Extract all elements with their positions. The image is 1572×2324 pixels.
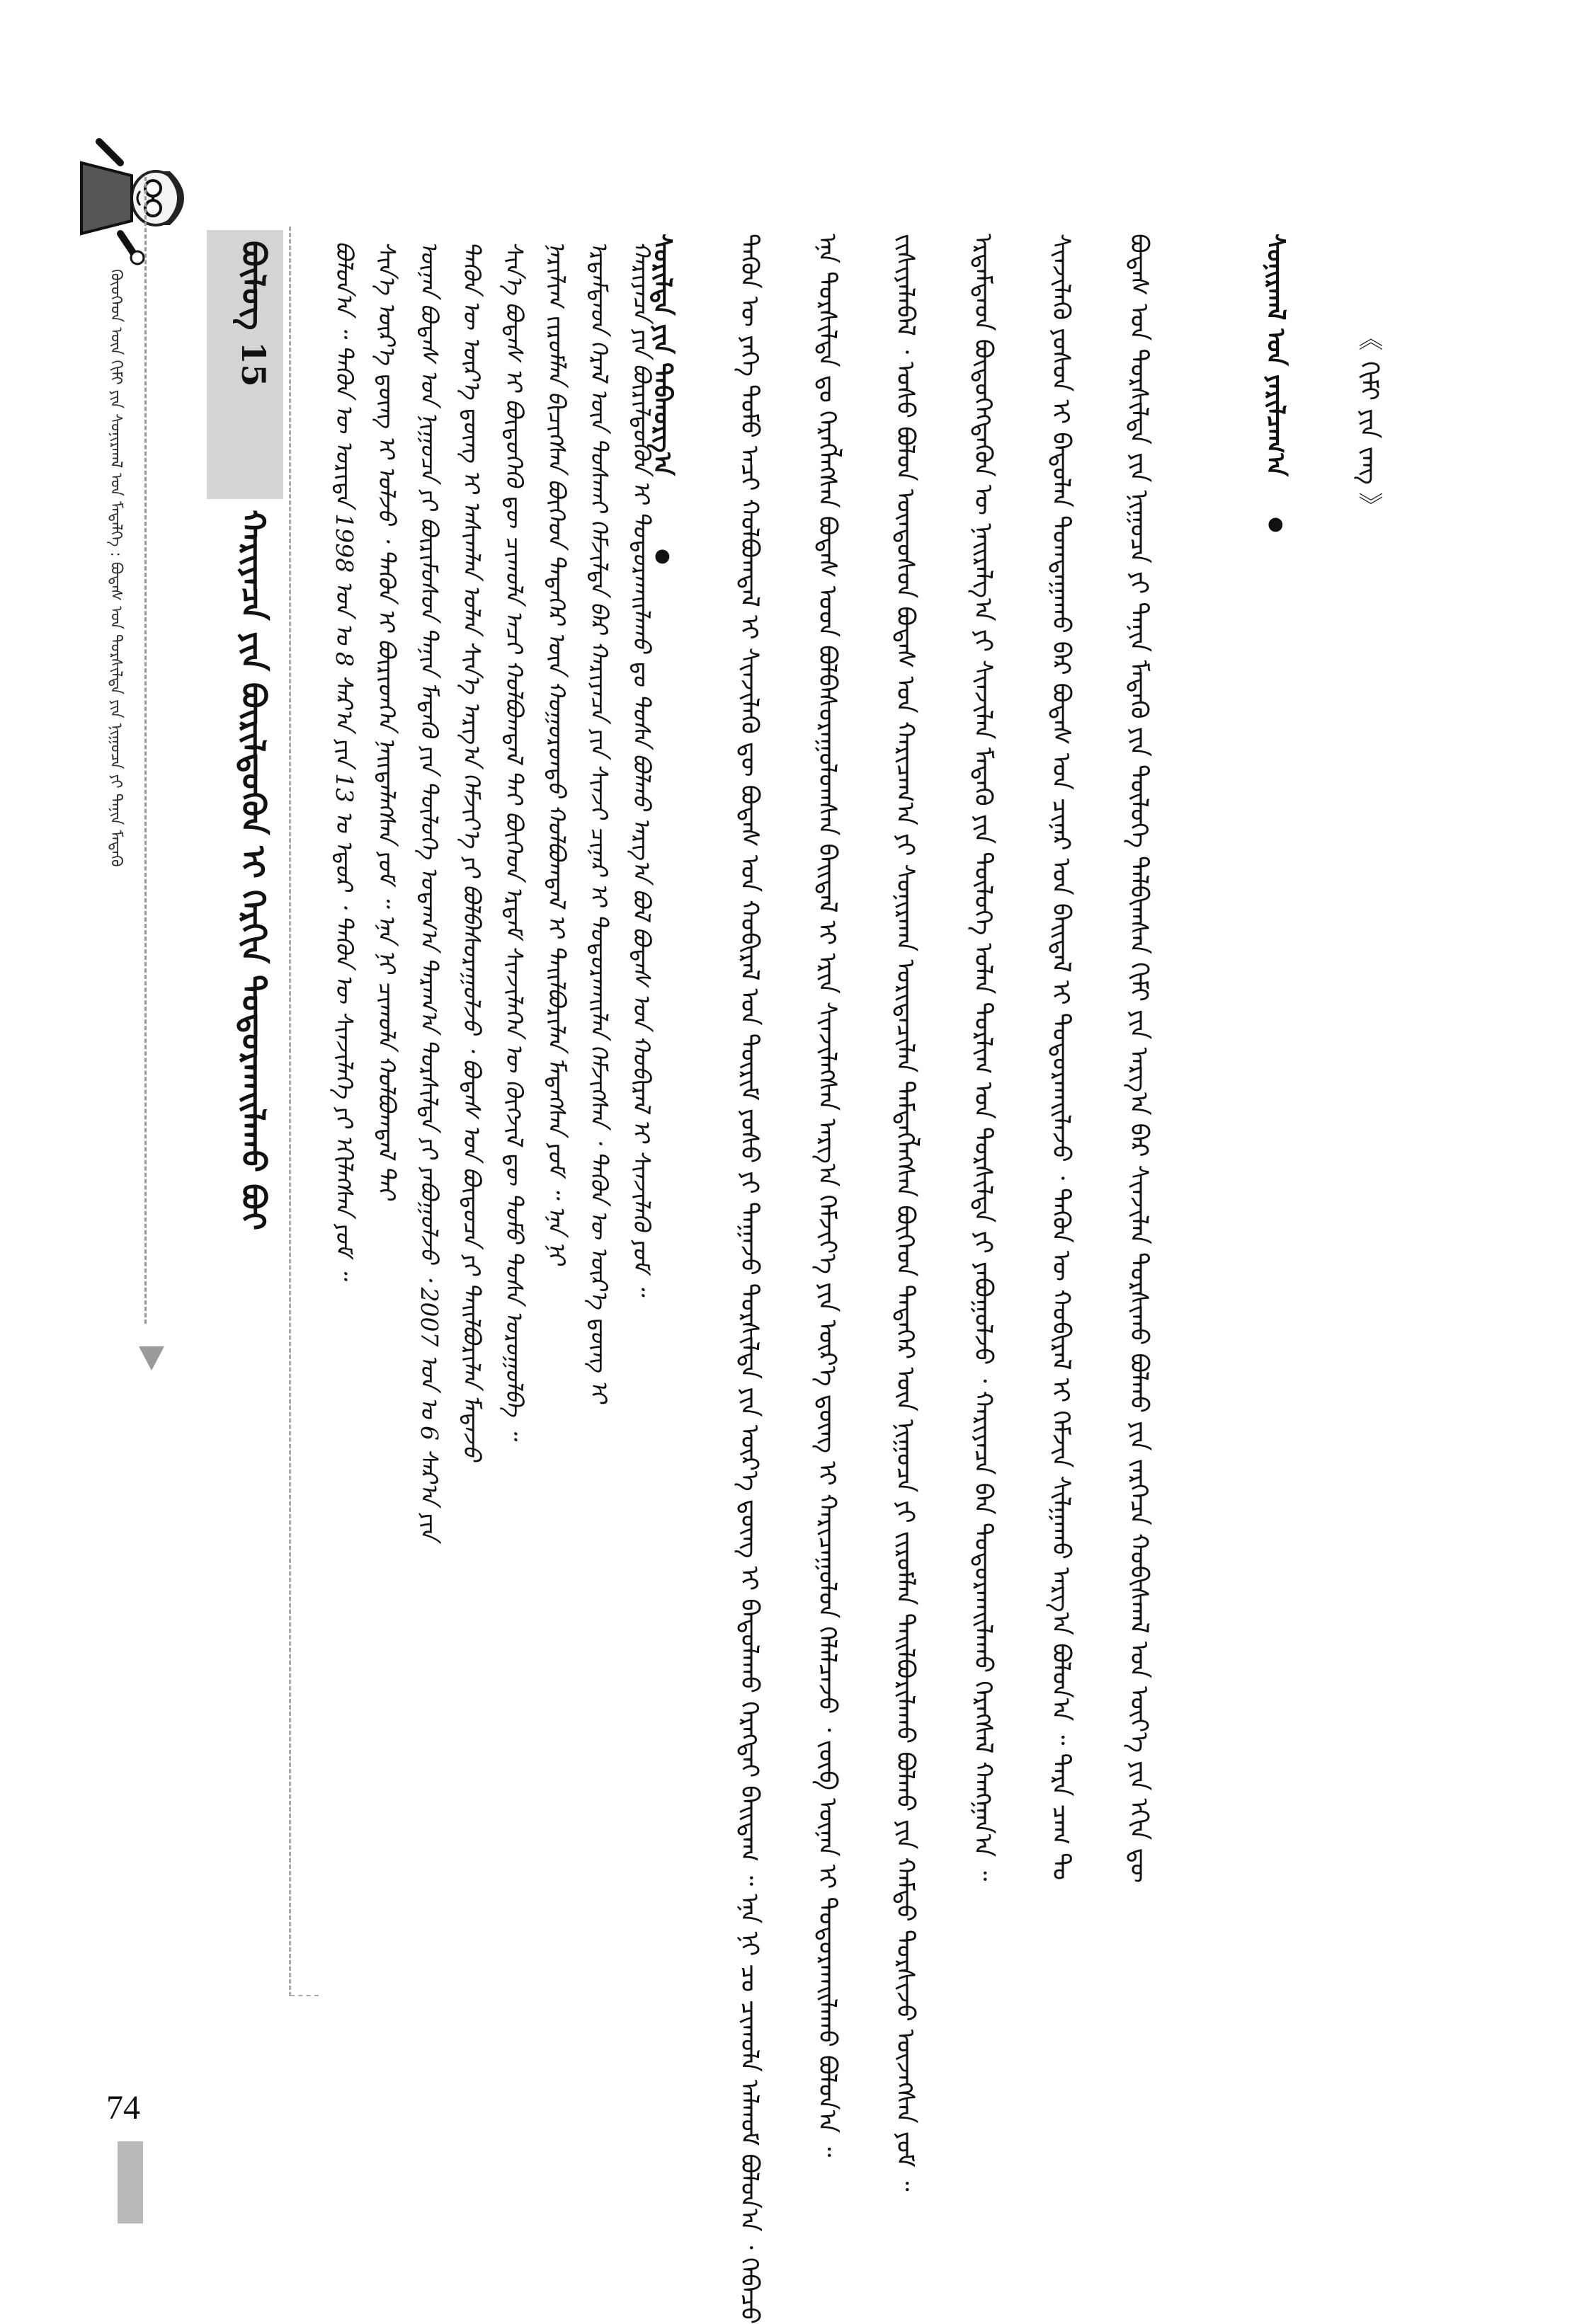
bullet-icon: ●	[1268, 513, 1284, 534]
subheading: ᠰᠣᠷᠢᠯᠲᠠ ᠶᠢᠨ ᠳᠠᠪᠬᠤᠷᠭ᠎ᠠ	[648, 234, 677, 476]
quote-title: 《 ᠬᠢᠮᠢ ᠶᠢᠨ ᠵᠠᠩ 》	[1355, 326, 1383, 519]
box-line: ᠲᠡᠭᠦᠨ ᠦ ᠦᠷ᠎ᠡ ᠳ᠋ᠦᠩ ᠢ ᠠᠰᠢᠭᠯᠠᠨ ᠣᠯᠠᠨ ᠰᠢᠨ᠎ᠡ ᠠᠷᠭ᠎ᠠ ᠬᠡᠮᠵᠢᠶ᠎ᠡ ᠶᠢ ᠪᠣᠯᠪᠠᠰᠤᠷᠠᠭᠤᠯᠵᠤ ᠂ ᠪᠣᠳᠠᠰ ᠤᠨ ᠪᠦᠲᠦᠴᠡ ᠶᠢ ᠲᠠᠢᠯᠪᠤᠷᠢᠯᠠᠨ ᠮᠡᠳᠡᠵᠦ	[458, 241, 486, 1461]
running-header: ᠬᠦᠦᠬᠡᠳ ᠦᠨ ᠬᠢᠮᠢ ᠶᠢᠨ ᠰᠣᠨᠢᠷᠬᠠᠯ ᠤᠨ ᠮᠡᠳᠡᠯᠭᠡ : ᠪᠣᠳᠠᠰ ᠤᠨ ᠲᠤᠷᠰᠢᠯᠲᠠ ᠶᠢᠨ ᠨᠢᠭᠤᠴᠠ ᠶᠢ ᠲᠠᠨᠢᠨ ᠮᠡᠳᠡᠬᠦ	[107, 269, 125, 867]
box-line: ᠰᠢᠨ᠎ᠡ ᠪᠣᠳᠠᠰ ᠢ ᠪᠦᠲᠦᠭᠡᠬᠦ ᠳᠦ ᠴᠢᠬᠤᠯᠠ ᠠᠴᠢ ᠬᠣᠯᠪᠣᠭᠳᠠᠯ ᠲᠠᠢ ᠪᠥᠭᠡᠳ ᠡᠷᠳᠡᠮ ᠰᠢᠨᠵᠢᠯᠡᠭᠡᠨ ᠦ ᠬᠥᠭᠵᠢᠯ ᠳᠦ ᠲᠣᠮᠣ ᠲᠤᠰᠠ ᠣᠷᠣᠭᠤᠯᠪᠠ ᠃	[501, 241, 528, 1439]
body-line: ᠵᠢᠱᠢᠶᠡᠯᠡᠪᠡᠯ ᠂ ᠤᠰᠤ ᠪᠣᠯᠤᠨ ᠦᠨᠳᠦᠰᠦᠨ ᠪᠣᠳᠠᠰ ᠤᠨ ᠬᠠᠷᠢᠴᠠᠭ᠎ᠠ ᠶᠢ ᠰᠣᠨᠢᠷᠬᠠᠨ ᠤᠷᠢᠳᠠᠴᠢᠯᠠᠨ ᠲᠡᠮᠳᠡᠭᠯᠡᠭᠰᠡᠨ ᠪᠥᠭᠡᠳ ᠲᠡᠳᠡᠭᠡᠷ ᠦᠨ ᠨᠢᠭᠤᠴᠠ ᠶᠢ ᠵᠢᠷᠤᠮᠯᠠᠨ ᠲᠠᠢᠯᠪᠤᠷᠢᠯᠠᠬᠤ ᠪᠣᠯᠬᠤ ᠶᠢᠨ ᠬᠠᠮᠲᠤ ᠲᠤᠷᠰᠢᠵᠤ ᠦᠵᠡᠭᠰᠡᠨ ᠶᠤᠮ ᠃	[891, 234, 919, 2192]
bullet-icon: ●	[654, 545, 671, 566]
page-number: 74	[106, 2089, 140, 2126]
body-line: ᠰᠢᠨᠵᠢᠯᠡᠬᠦ ᠶᠤᠰᠤᠨ ᠢ ᠪᠠᠲᠤᠯᠠᠨ ᠲᠣᠭᠲᠠᠭᠠᠬᠤ ᠪᠠᠷ ᠪᠣᠳᠠᠰ ᠤᠨ ᠴᠢᠨᠠᠷ ᠤᠨ ᠪᠠᠢᠳᠠᠯ ᠢ ᠲᠣᠳᠣᠷᠬᠠᠢᠯᠠᠵᠤ ᠂ ᠲᠡᠭᠦᠨ ᠦ ᠬᠤᠪᠢᠷᠠᠯ ᠢ ᠬᠡᠮᠵᠢᠨ ᠰᠢᠯᠭᠠᠬᠤ ᠠᠷᠭ᠎ᠠ ᠪᠣᠯᠤᠨ᠎ᠠ ᠃ ᠲᠡᠷᠡ ᠴᠠᠭ ᠲᠤ	[1047, 234, 1075, 1880]
body-line: ᠲᠡᠭᠦᠨ ᠦ ᠶᠡᠭᠡ ᠲᠣᠮᠣ ᠠᠴᠢ ᠬᠣᠯᠪᠣᠭᠳᠠᠯ ᠢ ᠰᠢᠨᠵᠢᠯᠡᠬᠦ ᠳᠦ ᠪᠣᠳᠠᠰ ᠤᠨ ᠬᠤᠪᠢᠷᠠᠯ ᠤᠨ ᠳᠦᠷᠢᠮ ᠶᠣᠰᠣ ᠶᠢ ᠳᠠᠭᠠᠵᠤ ᠲᠤᠷᠰᠢᠯᠲᠠ ᠶᠢᠨ ᠦᠷ᠎ᠡ ᠳ᠋ᠦᠩ ᠢ ᠪᠠᠲᠤᠯᠠᠬᠤ ᠬᠡᠷᠡᠭᠲᠡᠢ ᠪᠠᠢᠳᠠᠭ ᠃ ᠡᠨᠡ ᠨᠢ ᠴᠤ ᠴᠢᠬᠤᠯᠠ ᠠᠯᠬᠤᠮ ᠪᠣᠯᠤᠨ᠎ᠠ ᠂ ᠭᠡᠪᠡᠴᠦ	[735, 234, 763, 2324]
header-arrow-icon	[139, 1346, 164, 1370]
box-line: ᠰᠢᠨ᠎ᠡ ᠦᠷ᠎ᠡ ᠳ᠋ᠦᠩ ᠢ ᠣᠯᠵᠤ ᠂ ᠲᠡᠭᠦᠨ ᠢ ᠪᠦᠷᠢᠳᠬᠡᠨ ᠨᠡᠢᠲᠡᠯᠡᠭᠰᠡᠨ ᠶᠤᠮ ᠃ ᠡᠨᠡ ᠨᠢ ᠴᠢᠬᠤᠯᠠ ᠬᠣᠯᠪᠣᠭᠳᠠᠯ ᠲᠠᠢ	[373, 241, 401, 1199]
body-line: ᠡᠨᠡ ᠲᠤᠷᠰᠢᠯᠲᠠ ᠳᠤ ᠬᠡᠷᠡᠭᠯᠡᠭᠰᠡᠨ ᠪᠣᠳᠠᠰ ᠤᠳ ᠪᠣᠯᠪᠠᠰᠤᠷᠠᠭᠤᠯᠤᠭᠰᠠᠨ ᠪᠠᠢᠳᠠᠯ ᠢ ᠡᠷᠢᠨ ᠰᠢᠨᠵᠢᠯᠡᠭᠰᠡᠨ ᠠᠷᠭ᠎ᠠ ᠬᠡᠮᠵᠢᠶ᠎ᠡ ᠶᠢᠨ ᠦᠷ᠎ᠡ ᠳ᠋ᠦᠩ ᠢ ᠬᠠᠷᠢᠴᠠᠭᠤᠯᠤᠨ ᠬᠡᠯᠡᠯᠴᠡᠵᠦ ᠂ ᠵᠥᠪ ᠦᠨᠡᠨ ᠢ ᠲᠣᠳᠣᠷᠬᠠᠢᠯᠠᠬᠤ ᠪᠣᠯᠤᠨ᠎ᠠ ᠃	[813, 234, 841, 2158]
box-line: ᠬᠠᠷᠢᠶᠠᠴᠠ ᠶᠢᠨ ᠪᠦᠷᠢᠯᠳᠦᠬᠦᠨ ᠢ ᠲᠣᠳᠣᠷᠬᠠᠢᠯᠠᠬᠤ ᠳᠤ ᠲᠤᠰᠠ ᠪᠣᠯᠬᠤ ᠠᠷᠭ᠎ᠠ ᠪᠣᠯ ᠪᠣᠳᠠᠰ ᠤᠨ ᠬᠤᠪᠢᠷᠠᠯ ᠢ ᠰᠢᠨᠵᠢᠯᠡᠬᠦ ᠶᠤᠮ ᠃	[628, 241, 656, 1295]
header-divider	[144, 177, 147, 1324]
box-line: ᠡᠷᠳᠡᠮᠲᠡᠳ ᠭᠡᠷᠡᠯ ᠦᠨ ᠲᠤᠰᠬᠠᠢ ᠬᠡᠮᠵᠢᠯᠲᠡ ᠪᠡᠷ ᠬᠠᠷᠢᠶᠠᠴᠠ ᠶᠢᠨ ᠰᠢᠨᠵᠢ ᠴᠢᠨᠠᠷ ᠢ ᠲᠣᠳᠣᠷᠬᠠᠢᠯᠠᠨ ᠬᠡᠮᠵᠢᠭᠰᠡᠨ ᠂ ᠲᠡᠭᠦᠨ ᠦ ᠦᠷ᠎ᠡ ᠳ᠋ᠦᠩ ᠢ	[586, 241, 613, 1403]
body-line: ᠪᠣᠳᠠᠰ ᠤᠨ ᠲᠤᠷᠰᠢᠯᠲᠠ ᠶᠢᠨ ᠨᠢᠭᠤᠴᠠ ᠶᠢ ᠲᠠᠨᠢᠨ ᠮᠡᠳᠡᠬᠦ ᠶᠢᠨ ᠲᠥᠯᠥᠭᠡ ᠲᠠᠯᠪᠢᠭᠰᠠᠨ ᠬᠢᠮᠢ ᠶᠢᠨ ᠠᠷᠭ᠎ᠠ ᠪᠡᠷ ᠰᠢᠨᠵᠢᠯᠡᠨ ᠲᠤᠷᠰᠢᠬᠤ ᠪᠣᠯᠬᠤ ᠶᠢᠨ ᠵᠡᠷᠭᠡᠴᠡ ᠬᠤᠪᠢᠰᠬᠠᠯ ᠤᠨ ᠦᠶ᠎ᠡ ᠶᠢᠨ ᠡᠬᠢᠨ ᠳᠦ	[1124, 234, 1153, 1884]
subheading: ᠰᠣᠨᠢᠷᠬᠠᠯ ᠤᠨ ᠶᠠᠷᠢᠯᠴᠠᠭ᠎ᠠ	[1261, 234, 1290, 477]
body-line: ᠡᠷᠳᠡᠮᠲᠡᠳ ᠪᠦᠲᠦᠭᠡᠭᠳᠡᠬᠦᠨ ᠦ ᠨᠠᠢᠷᠠᠯᠭ᠎ᠠ ᠶᠢ ᠰᠢᠨᠵᠢᠯᠡᠨ ᠮᠡᠳᠡᠬᠦ ᠶᠢᠨ ᠲᠥᠯᠥᠭᠡ ᠣᠯᠠᠨ ᠲᠣᠷᠯᠢᠭ ᠤᠨ ᠲᠤᠷᠰᠢᠯᠲᠠ ᠶᠢ ᠶᠠᠪᠤᠭᠤᠯᠵᠤ ᠂ ᠬᠠᠷᠢᠶᠠᠴᠠ ᠪᠠᠨ ᠲᠣᠳᠣᠷᠬᠠᠢᠯᠠᠬᠤ ᠬᠡᠷᠡᠭᠰᠡᠯ ᠬᠠᠩᠭᠠᠨ᠎ᠠ ᠃	[969, 234, 997, 1882]
box-line: ᠪᠣᠯᠤᠨ᠎ᠠ ᠃ ᠲᠡᠭᠦᠨ ᠦ ᠤᠷᠢᠳᠠ 1998 ᠣᠨ ᠤ 8 ᠰᠠᠷ᠎ᠠ ᠶᠢᠨ 13 ᠤ ᠡᠳᠦᠷ ᠂ ᠲᠡᠭᠦᠨ ᠦ ᠰᠢᠨᠵᠢᠯᠡᠭᠡ ᠶᠢ ᠡᠬᠢᠯᠡᠭᠰᠡᠨ ᠶᠤᠮ ᠃	[331, 241, 358, 1279]
mascot-illustration	[57, 127, 212, 269]
section-title: ᠬᠠᠷᠢᠶᠠᠴᠠ ᠶᠢᠨ ᠪᠦᠷᠢᠯᠳᠦᠬᠦᠨ ᠢ ᠬᠡᠷᠬᠢᠨ ᠲᠣᠳᠣᠷᠬᠠᠢᠯᠠᠬᠤ ᠪᠤᠢ	[234, 510, 273, 1231]
box-line: ᠨᠠᠷᠢᠯᠢᠭ ᠵᠢᠷᠤᠮᠯᠠᠨ ᠪᠢᠴᠢᠭᠰᠡᠨ ᠪᠥᠭᠡᠳ ᠲᠡᠳᠡᠭᠡᠷ ᠦᠨ ᠬᠣᠭᠣᠷᠣᠨᠳᠤ ᠬᠣᠯᠪᠣᠭᠳᠠᠯ ᠢ ᠲᠠᠢᠯᠪᠤᠷᠢᠯᠠᠨ ᠮᠡᠳᠡᠭᠰᠡᠨ ᠶᠤᠮ ᠃ ᠡᠨᠡ ᠨᠢ	[543, 241, 571, 1264]
section-tag: ᠪᠦᠯᠦᠭ 15	[234, 241, 273, 387]
page-edge-tab	[118, 2141, 143, 2223]
box-line: ᠦᠨᠡᠨ ᠪᠣᠳᠠᠰ ᠤᠨ ᠨᠢᠭᠤᠴᠠ ᠶᠢ ᠪᠦᠷᠢᠮᠦᠰᠦᠨ ᠲᠠᠨᠢᠨ ᠮᠡᠳᠡᠬᠦ ᠶᠢᠨ ᠲᠥᠯᠥᠭᠡ ᠤᠳᠠᠭ᠎ᠠ ᠳᠠᠷᠠᠭ᠎ᠠ ᠲᠤᠷᠰᠢᠯᠲᠠ ᠶᠢ ᠶᠠᠪᠤᠭᠤᠯᠵᠤ ᠂ 2007 ᠣᠨ ᠤ 6 ᠰᠠᠷ᠎ᠠ ᠶᠢᠨ	[416, 241, 443, 1540]
box-border-left	[289, 227, 291, 1996]
box-border-bottom	[290, 1995, 319, 1996]
